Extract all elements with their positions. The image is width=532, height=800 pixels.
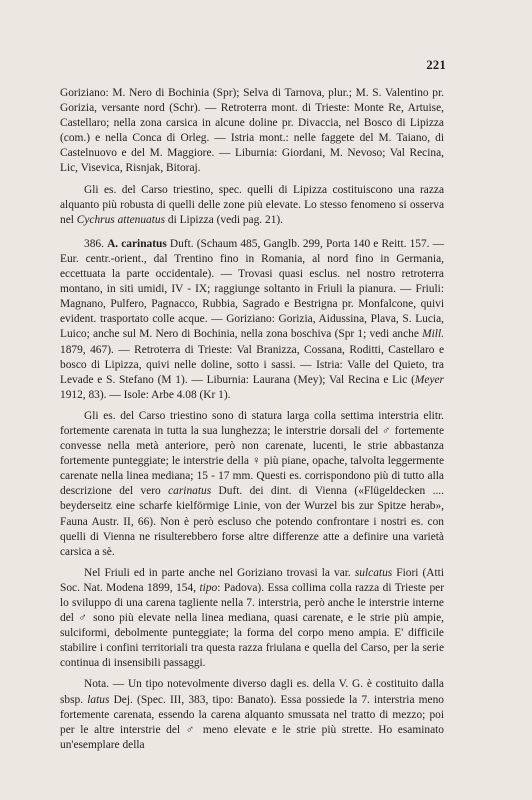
type-italic: tipo (199, 581, 218, 594)
species-number: 386. (84, 237, 104, 250)
paragraph-carso-description (60, 409, 444, 560)
paragraph-text: Nota. — Un tipo notevolmente diverso dagli es. della V. G. è costituito dalla sbsp. (60, 678, 444, 706)
paragraph-text: di Lipizza (vedi pag. 21). (165, 213, 284, 226)
paragraph-locality-list (60, 86, 444, 177)
paragraph-note (60, 677, 444, 752)
paragraph-text: Goriziano: M. Nero di Bochinia (Spr); Selva di Tarnova, plur.; M. S. Valentino pr. Gorizia, versante nord (Schr). — Retroterra mont. di Trieste: Monte Re, Artuise, Castellaro; nella zona carsica in alcune doline pr. Divaccia, nel Bosco di Lipizza (com.) e nella Conca di Orleg. — Istria mont.: nelle faggete del M. Taiano, di Castelnuovo e del M. Maggiore. — Liburnia: Giordani, M. Nevoso; Val Recina, Lic, Visevica, Risnjak, Bitoraj. (60, 87, 444, 175)
species-entry-carinatus (60, 237, 444, 403)
paragraph-text: Dej. (Spec. III, 383, tipo: Banato). Essa possiede la 7. interstria meno fortemente carenata, essendo la carena alquanto smussata nel tratto di mezzo; poi per le altre interstrie del ♂ meno elevate e le strie più strette. Ho esaminato un'esemplare della (60, 693, 444, 751)
subspecies-italic: latus (87, 693, 110, 706)
reference-italic: Mill. (422, 328, 444, 341)
species-name: A. carinatus (107, 237, 167, 250)
species-italic: carinatus (168, 485, 212, 498)
page-number: 221 (426, 58, 446, 72)
reference-italic: Meyer (414, 373, 444, 386)
paragraph-text: Fiori (Atti Soc. Nat. Modena 1899, 154, (60, 566, 444, 594)
paragraph-text: Duft. dei dint. di Vienna («Flügeldecken .... beyderseitz eine scharfe kielförmige Linie, von der Wurzel bis zur Spitze herab», Fauna Austr. II, 66). Non è però escluso che potendo confrontare i nostri es. con quelli di Vienna ne risulterebbero forse altre differenze atte a definire una varietà carsica a sè. (60, 485, 445, 558)
variety-italic: sulcatus (354, 566, 393, 579)
paragraph-text: Gli es. del Carso triestino sono di statura larga colla settima interstria elitr. fortemente carenata in tutta la sua lunghezza; le interstrie dorsali del ♂ fortemente convesse nella metà anteriore, però non carenate, lucenti, le strie abbastanza fortemente punteggiate; le interstrie della ♀ più piane, opache, talvolta leggermente carenate nella linea mediana; 15 - 17 mm. Questi es. corrispondono più di tutto alla descrizione del vero (60, 409, 444, 498)
paragraph-text: : Padova). Essa collima colla razza di Trieste per lo sviluppo di una carena tagliente nella 7. interstria, però anche le interstrie interne del ♂ sono più elevate nella linea mediana, quasi carenate, e le strie più ampie, sulciformi, debolmente punteggiate; la forma del corpo meno ampia. E' difficile stabilire i confini territoriali tra questa razza friulana e quella del Carso, per la serie continua di insensibili passaggi. (60, 581, 444, 670)
paragraph-friuli-variety (60, 566, 444, 672)
paragraph-text: Nel Friuli ed in parte anche nel Goriziano trovasi la var. (84, 566, 355, 579)
species-italic: Cychrus attenuatus (76, 213, 166, 226)
paragraph-text: 1879, 467). — Retroterra di Trieste: Val Branizza, Cossana, Roditti, Castellaro e bosco di Lipizza, quivi nelle doline, sotto i sassi. — Istria: Valle del Quieto, tra Levade e S. Stefano (M 1). — Liburnia: Laurana (Mey); Val Recina e Lic ( (60, 343, 444, 386)
paragraph-carso-race (60, 183, 444, 228)
paragraph-text: 1912, 83). — Isole: Arbe 4.08 (Kr 1). (60, 388, 231, 401)
page-body (60, 86, 444, 753)
paragraph-text: Duft. (Schaum 485, Ganglb. 299, Porta 140 e Reitt. 157. — Eur. centr.-orient., dal Trentino fino in Romania, al nord fino in Germania, eccettuata la parte occidentale). — Trovasi quasi esclus. nel nostro retroterra montano, in siti umidi, IV - IX; raggiunge soltanto in Friuli la pianura. — Friuli: Magnano, Pulfero, Pagnacco, Rubbia, Sagrado e Bestrigna pr. Monfalcone, quivi evident. trasportato colle acque. — Goriziano: Gorizia, Aidussina, Plava, S. Lucia, Luico; anche sul M. Nero di Bochinia, nella zona boschiva (Spr 1; vedi anche (60, 237, 445, 341)
paragraph-text: Gli es. del Carso triestino, spec. quelli di Lipizza costituiscono una razza alquanto più robusta di quelli delle zone più elevate. Lo stesso fenomeno si osserva nel (60, 183, 444, 226)
